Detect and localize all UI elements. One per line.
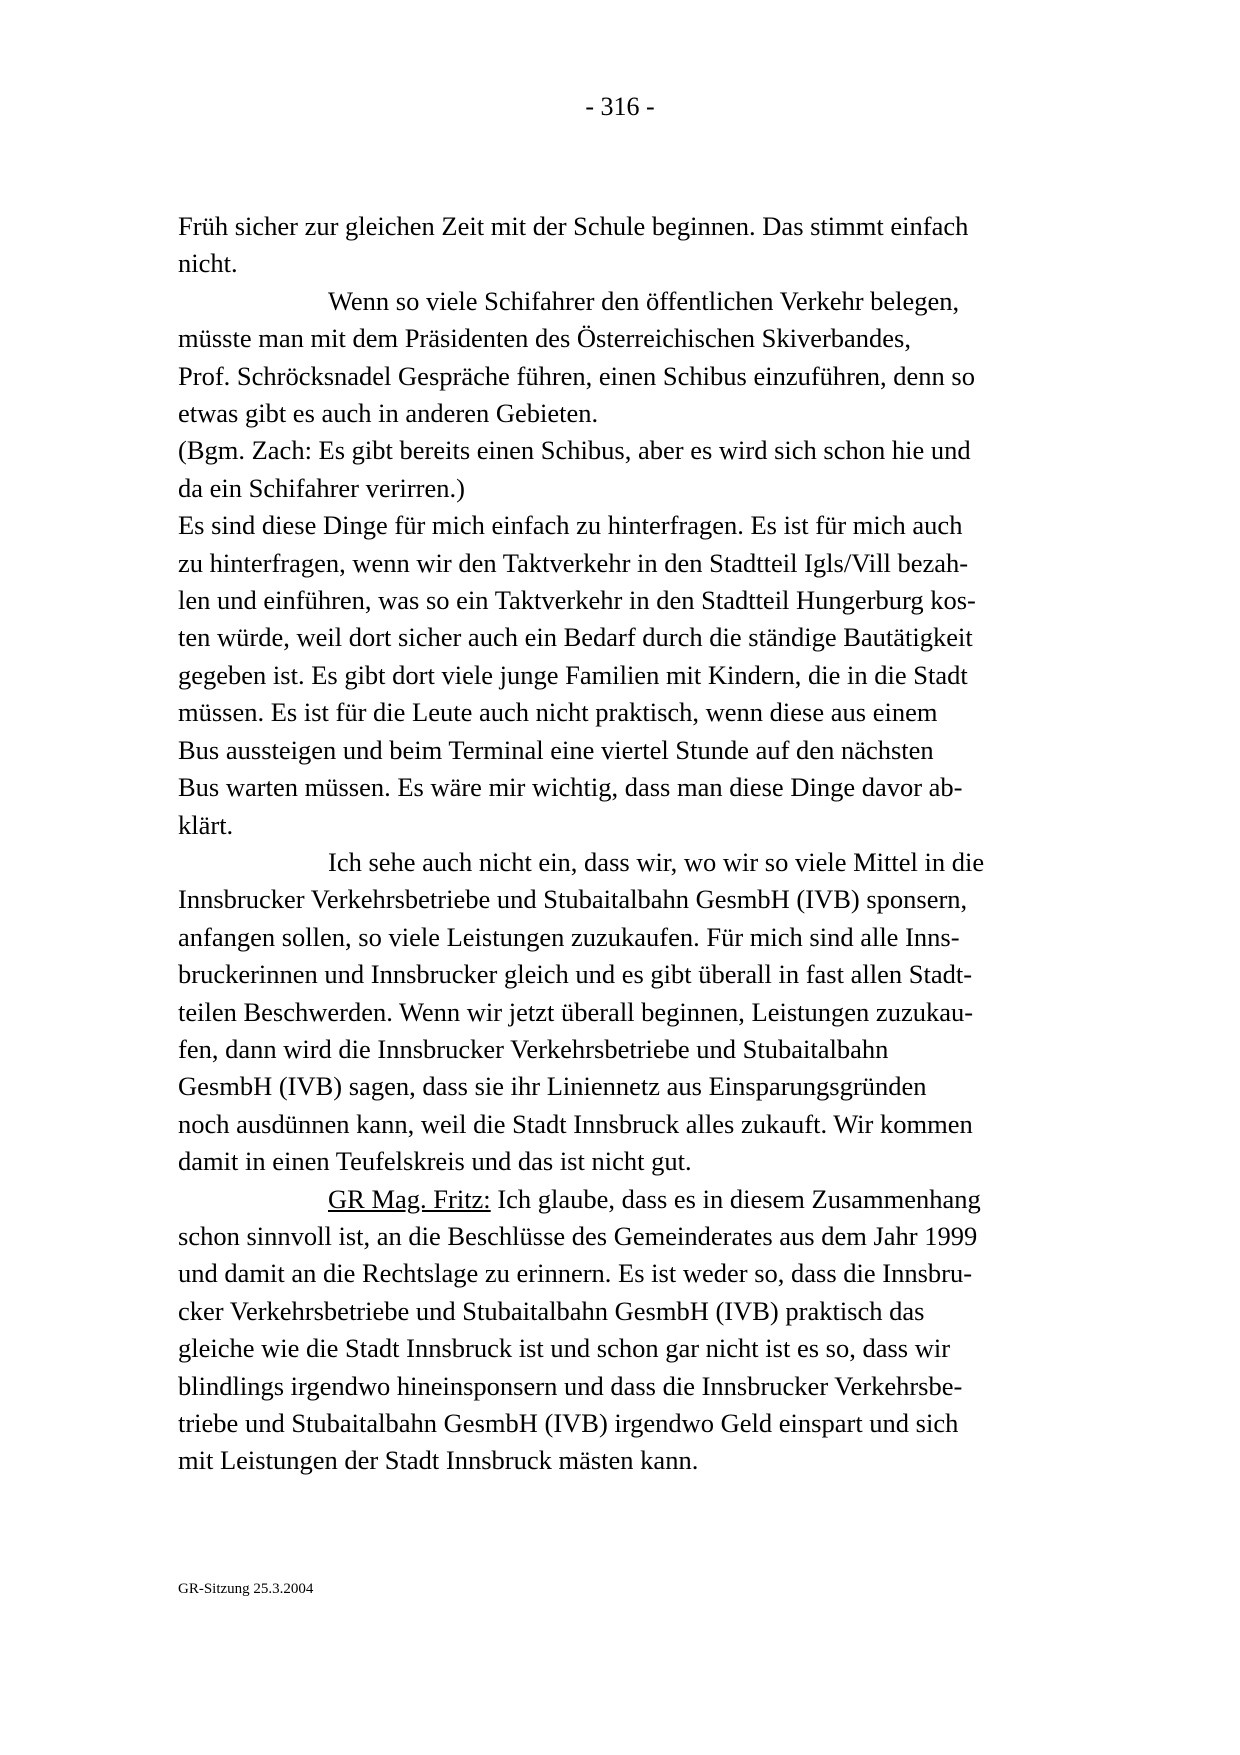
text-line: anfangen sollen, so viele Leistungen zuzukaufen. Für mich sind alle Inns- — [178, 921, 960, 952]
page-number: - 316 - — [585, 92, 655, 121]
text-line: triebe und Stubaitalbahn GesmbH (IVB) irgendwo Geld einspart und sich — [178, 1408, 959, 1438]
text-line: mit Leistungen der Stadt Innsbruck mästen kann. — [178, 1445, 699, 1476]
text-line: Bus warten müssen. Es wäre mir wichtig, dass man diese Dinge davor ab- — [178, 772, 963, 803]
text-line: Früh sicher zur gleichen Zeit mit der Schule beginnen. Das stimmt einfach — [178, 211, 969, 241]
speaker-name: GR Mag. Fritz: — [328, 1183, 491, 1214]
footer-session-date: GR-Sitzung 25.3.2004 — [178, 1581, 314, 1597]
paragraph-2a — [178, 283, 1066, 358]
document-body — [178, 208, 1066, 1480]
text-line: blindlings irgendwo hineinsponsern und dass die Innsbrucker Verkehrsbe- — [178, 1370, 963, 1401]
text-line: cker Verkehrsbetriebe und Stubaitalbahn GesmbH (IVB) praktisch das — [178, 1295, 925, 1326]
text-line: len und einführen, was so ein Taktverkehr in den Stadtteil Hungerburg kos- — [178, 585, 976, 616]
paragraph-4 — [178, 507, 1066, 844]
paragraph-5b — [178, 1068, 1066, 1180]
text-line: müsste man mit dem Präsidenten des Österreichischen Skiverbandes, — [178, 323, 911, 354]
text-line: etwas gibt es auch in anderen Gebieten. — [178, 398, 599, 429]
text-line: ten würde, weil dort sicher auch ein Bedarf durch die ständige Bautätigkeit — [178, 622, 973, 653]
text-line: Es sind diese Dinge für mich einfach zu hinterfragen. Es ist für mich auch — [178, 510, 963, 541]
text-line: da ein Schifahrer verirren.) — [178, 472, 465, 503]
text-line: bruckerinnen und Innsbrucker gleich und es gibt überall in fast allen Stadt- — [178, 959, 973, 990]
paragraph-interjection — [178, 432, 1066, 507]
text-line: nicht. — [178, 248, 238, 279]
text-line: Ich glaube, dass es in diesem Zusammenhang — [490, 1183, 981, 1214]
text-line: teilen Beschwerden. Wenn wir jetzt überall beginnen, Leistungen zuzukau- — [178, 996, 974, 1027]
text-line: (Bgm. Zach: Es gibt bereits einen Schibus, aber es wird sich schon hie und — [178, 435, 971, 466]
text-line: Wenn so viele Schifahrer den öffentlichen Verkehr belegen, — [328, 285, 960, 316]
text-line: gleiche wie die Stadt Innsbruck ist und schon gar nicht ist es so, dass wir — [178, 1333, 951, 1364]
text-line: und damit an die Rechtslage zu erinnern. Es ist weder so, dass die Innsbru- — [178, 1258, 973, 1289]
text-line: Bus aussteigen und beim Terminal eine viertel Stunde auf den nächsten — [178, 734, 934, 765]
text-line: Innsbrucker Verkehrsbetriebe und Stubaitalbahn GesmbH (IVB) sponsern, — [178, 884, 968, 915]
paragraph-6 — [178, 1181, 1066, 1331]
paragraph-2b — [178, 358, 1066, 433]
paragraph-5a — [178, 844, 1066, 1068]
text-line: GesmbH (IVB) sagen, dass sie ihr Liniennetz aus Einsparungsgründen — [178, 1071, 927, 1102]
text-line: noch ausdünnen kann, weil die Stadt Innsbruck alles zukauft. Wir kommen — [178, 1108, 973, 1139]
text-line: zu hinterfragen, wenn wir den Taktverkehr in den Stadtteil Igls/Vill bezah- — [178, 547, 969, 578]
text-line: Prof. Schröcksnadel Gespräche führen, einen Schibus einzuführen, denn so — [178, 360, 975, 391]
text-line: schon sinnvoll ist, an die Beschlüsse des Gemeinderates aus dem Jahr 1999 — [178, 1220, 978, 1251]
text-line: müssen. Es ist für die Leute auch nicht praktisch, wenn diese aus einem — [178, 697, 938, 728]
text-line: damit in einen Teufelskreis und das ist nicht gut. — [178, 1146, 692, 1177]
text-line: gegeben ist. Es gibt dort viele junge Familien mit Kindern, die in die Stadt — [178, 659, 968, 690]
text-line: klärt. — [178, 809, 234, 840]
paragraph-7 — [178, 1330, 1066, 1480]
text-line: Ich sehe auch nicht ein, dass wir, wo wir so viele Mittel in die — [328, 846, 985, 877]
text-line: fen, dann wird die Innsbrucker Verkehrsbetriebe und Stubaitalbahn — [178, 1033, 889, 1064]
paragraph-1 — [178, 208, 1066, 283]
